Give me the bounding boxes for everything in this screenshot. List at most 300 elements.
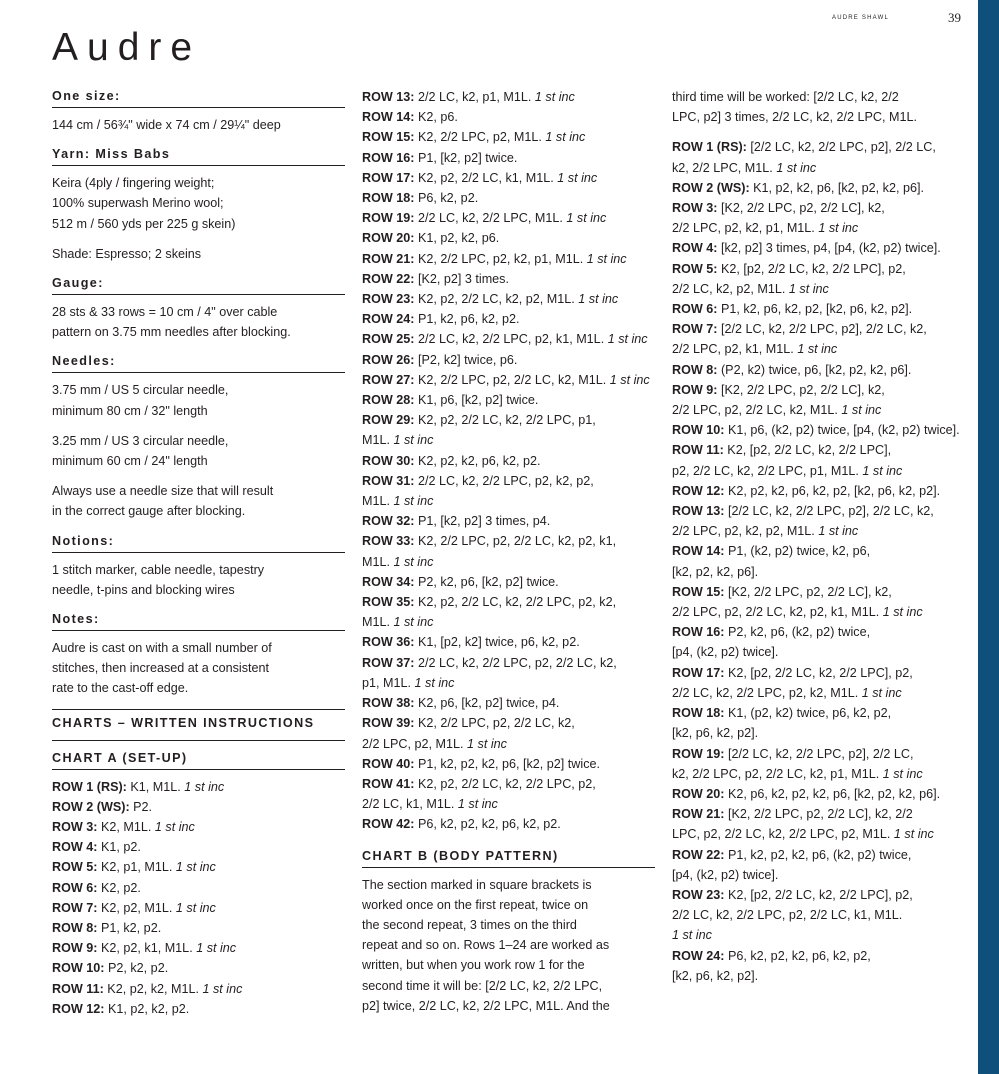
needle-line: Always use a needle size that will result xyxy=(52,484,274,499)
pattern-row xyxy=(672,541,966,581)
pattern-row xyxy=(52,898,345,918)
row-instruction: LPC, p2, 2/2 LC, k2, 2/2 LPC, p2, M1L. xyxy=(672,827,894,842)
row-instruction: M1L. xyxy=(362,433,394,448)
row-instruction: 2/2 LPC, p2, k2, p2, M1L. xyxy=(672,524,819,539)
column-2 xyxy=(362,87,655,1026)
row-instruction: 2/2 LC, k2, 2/2 LPC, p2, k1, M1L. xyxy=(414,332,608,347)
row-label: ROW 22: xyxy=(362,271,415,286)
row-label: ROW 16: xyxy=(362,150,415,165)
row-label: ROW 11: xyxy=(52,981,104,996)
pattern-row xyxy=(672,501,966,541)
gauge-line: pattern on 3.75 mm needles after blocking. xyxy=(52,325,291,340)
yarn-line: Keira (4ply / fingering weight; xyxy=(52,176,215,191)
stitch-increase-note: 1 st inc xyxy=(882,766,923,781)
row-instruction: K2, p2, k2, p6, k2, p2, [k2, p6, k2, p2]. xyxy=(724,483,941,498)
chart-a-rows xyxy=(52,777,345,1019)
row-instruction: M1L. xyxy=(362,554,394,569)
pattern-row xyxy=(52,797,345,817)
row-instruction: 2/2 LC, k2, 2/2 LPC, p2, k2, M1L. xyxy=(672,685,862,700)
intro-line: the second repeat, 3 times on the third xyxy=(362,917,577,932)
needle-line: in the correct gauge after blocking. xyxy=(52,504,246,519)
charts-written-instructions-heading: CHARTS – WRITTEN INSTRUCTIONS xyxy=(52,709,345,734)
row-instruction: K2, [p2, 2/2 LC, k2, 2/2 LPC], p2, xyxy=(724,665,913,680)
stitch-increase-note: 1 st inc xyxy=(566,211,607,226)
pattern-row xyxy=(672,319,966,359)
row-instruction: P2. xyxy=(129,799,153,814)
row-instruction: P1, k2, p2, k2, p6, (k2, p2) twice, xyxy=(724,847,912,862)
row-instruction: p1, M1L. xyxy=(362,675,415,690)
row-instruction: P1, k2, p2. xyxy=(97,921,162,936)
page-edge-color-bar xyxy=(978,0,999,1074)
row-instruction: k2, 2/2 LPC, M1L. xyxy=(672,160,777,175)
notions-text xyxy=(52,560,345,600)
pattern-row xyxy=(52,979,345,999)
pattern-title: Audre xyxy=(52,26,202,69)
row-instruction: 2/2 LC, k2, p1, M1L. xyxy=(414,90,535,104)
stitch-increase-note: 1 st inc xyxy=(818,524,859,539)
row-instruction: [k2, p6, k2, p2]. xyxy=(672,726,759,741)
pattern-row xyxy=(672,481,966,501)
row-instruction: K2, M1L. xyxy=(97,820,155,835)
row-label: ROW 37: xyxy=(362,655,415,670)
row-instruction: K1, p6, [k2, p2] twice. xyxy=(414,393,539,408)
pattern-row xyxy=(362,87,655,107)
row-instruction: 2/2 LC, k2, 2/2 LPC, p2, 2/2 LC, k2, xyxy=(414,655,617,670)
row-label: ROW 29: xyxy=(362,413,415,428)
row-label: ROW 9: xyxy=(52,941,98,956)
row-instruction: K2, p2, k2, p6, k2, p2. xyxy=(414,453,541,468)
pattern-row xyxy=(362,309,655,329)
pattern-row xyxy=(362,693,655,713)
chart-b-heading: CHART B (BODY PATTERN) xyxy=(362,847,655,868)
row-label: ROW 21: xyxy=(672,807,725,822)
row-label: ROW 40: xyxy=(362,756,415,771)
stitch-increase-note: 1 st inc xyxy=(393,433,434,448)
pattern-row xyxy=(672,380,966,420)
pattern-row xyxy=(362,451,655,471)
yarn-heading: Yarn: Miss Babs xyxy=(52,145,345,166)
row-instruction: K2, p2. xyxy=(97,880,141,895)
row-instruction: K2, p2, k1, M1L. xyxy=(97,941,197,956)
row-label: ROW 7: xyxy=(672,322,718,337)
row-instruction: K1, p2, k2, p2. xyxy=(104,1001,190,1016)
row-instruction: [K2, 2/2 LPC, p2, 2/2 LC], k2, xyxy=(724,584,892,599)
pattern-row xyxy=(672,582,966,622)
pattern-row xyxy=(52,938,345,958)
pattern-row xyxy=(52,777,345,797)
row-label: ROW 33: xyxy=(362,534,415,549)
stitch-increase-note: 1 st inc xyxy=(545,130,586,145)
row-instruction: 2/2 LPC, p2, k1, M1L. xyxy=(672,342,798,357)
row-instruction: P1, [k2, p2] twice. xyxy=(414,150,518,165)
row-label: ROW 1 (RS): xyxy=(672,140,747,155)
row-label: ROW 6: xyxy=(672,302,718,317)
pattern-row xyxy=(672,198,966,238)
pattern-row xyxy=(362,188,655,208)
row-instruction: K2, p2, k2, M1L. xyxy=(103,981,203,996)
row-label: ROW 32: xyxy=(362,514,415,529)
stitch-increase-note: 1 st inc xyxy=(893,827,934,842)
row-label: ROW 15: xyxy=(362,130,415,145)
pattern-row xyxy=(362,713,655,753)
intro-line: worked once on the first repeat, twice on xyxy=(362,897,589,912)
row-label: ROW 13: xyxy=(362,90,415,104)
row-instruction: [K2, 2/2 LPC, p2, 2/2 LC], k2, xyxy=(717,201,885,216)
pattern-row xyxy=(672,703,966,743)
row-instruction: P1, k2, p6, k2, p2, [k2, p6, k2, p2]. xyxy=(717,302,913,317)
row-label: ROW 28: xyxy=(362,393,415,408)
column-1 xyxy=(52,87,345,1019)
row-instruction: [2/2 LC, k2, 2/2 LPC, p2], 2/2 LC, k2, xyxy=(717,322,927,337)
row-instruction: K1, p2, k2, p6. xyxy=(414,231,500,246)
pattern-row xyxy=(672,804,966,844)
intro-line: The section marked in square brackets is xyxy=(362,877,592,892)
row-label: ROW 18: xyxy=(362,191,415,206)
pattern-row xyxy=(362,370,655,390)
row-label: ROW 10: xyxy=(672,423,725,438)
notes-line: stitches, then increased at a consistent xyxy=(52,661,270,676)
row-label: ROW 38: xyxy=(362,696,415,711)
row-instruction: K1, (p2, k2) twice, p6, k2, p2, xyxy=(724,706,892,721)
row-instruction: 2/2 LPC, p2, 2/2 LC, k2, M1L. xyxy=(672,403,842,418)
row-instruction: P1, (k2, p2) twice, k2, p6, xyxy=(724,544,871,559)
row-instruction: p2, 2/2 LC, k2, 2/2 LPC, p1, M1L. xyxy=(672,463,863,478)
row-instruction: K2, [p2, 2/2 LC, k2, 2/2 LPC], p2, xyxy=(717,261,906,276)
pattern-row xyxy=(362,350,655,370)
row-label: ROW 30: xyxy=(362,453,415,468)
row-instruction: P1, [k2, p2] 3 times, p4. xyxy=(414,514,551,529)
row-label: ROW 8: xyxy=(52,921,98,936)
chart-a-heading: CHART A (SET-UP) xyxy=(52,740,345,770)
stitch-increase-note: 1 st inc xyxy=(196,941,237,956)
stitch-increase-note: 1 st inc xyxy=(862,463,903,478)
stitch-increase-note: 1 st inc xyxy=(467,736,507,751)
row-instruction: K1, p2, k2, p6, [k2, p2, k2, p6]. xyxy=(749,180,924,195)
row-instruction: K1, p2. xyxy=(97,840,141,855)
row-label: ROW 19: xyxy=(362,211,415,226)
row-label: ROW 26: xyxy=(362,352,415,367)
row-instruction: K2, 2/2 LPC, p2, M1L. xyxy=(414,130,546,145)
row-label: ROW 5: xyxy=(672,261,718,276)
notes-line: Audre is cast on with a small number of xyxy=(52,641,272,656)
pattern-row xyxy=(52,918,345,938)
row-label: ROW 12: xyxy=(672,483,725,498)
notes-heading: Notes: xyxy=(52,610,345,631)
stitch-increase-note: 1 st inc xyxy=(557,170,598,185)
yarn-shade: Shade: Espresso; 2 skeins xyxy=(52,246,202,261)
row-label: ROW 19: xyxy=(672,746,725,761)
row-label: ROW 5: xyxy=(52,860,98,875)
pattern-row xyxy=(362,107,655,127)
row-instruction: P2, k2, p2. xyxy=(104,961,169,976)
pattern-row xyxy=(362,329,655,349)
chart-b-intro xyxy=(362,875,655,1016)
stitch-increase-note: 1 st inc xyxy=(788,281,829,296)
pattern-row xyxy=(672,885,966,946)
pattern-row xyxy=(52,999,345,1019)
row-label: ROW 41: xyxy=(362,776,415,791)
pattern-row xyxy=(672,360,966,380)
stitch-increase-note: 1 st inc xyxy=(184,779,225,794)
pattern-row xyxy=(362,208,655,228)
pattern-row xyxy=(672,622,966,662)
stitch-increase-note: 1 st inc xyxy=(414,675,455,690)
stitch-increase-note: 1 st inc xyxy=(457,797,498,812)
intro-line: LPC, p2] 3 times, 2/2 LC, k2, 2/2 LPC, M1L. xyxy=(672,110,917,125)
one-size-text: 144 cm / 56¾" wide x 74 cm / 29¼" deep xyxy=(52,118,281,132)
stitch-increase-note: 1 st inc xyxy=(841,403,882,418)
stitch-increase-note: 1 st inc xyxy=(393,494,434,509)
row-label: ROW 18: xyxy=(672,706,725,721)
row-instruction: K2, p2, 2/2 LC, k2, 2/2 LPC, p1, xyxy=(414,413,596,428)
stitch-increase-note: 1 st inc xyxy=(797,342,838,357)
row-instruction: [k2, p2, k2, p6]. xyxy=(672,564,759,579)
gauge-text xyxy=(52,302,345,342)
row-label: ROW 1 (RS): xyxy=(52,779,127,794)
column-3 xyxy=(672,87,966,986)
stitch-increase-note: 1 st inc xyxy=(882,605,923,620)
row-label: ROW 8: xyxy=(672,362,718,377)
intro-line: third time will be worked: [2/2 LC, k2, 2/2 xyxy=(672,90,899,104)
pattern-row xyxy=(52,878,345,898)
pattern-row xyxy=(362,572,655,592)
pattern-row xyxy=(362,249,655,269)
row-label: ROW 15: xyxy=(672,584,725,599)
notions-line: needle, t-pins and blocking wires xyxy=(52,582,235,597)
row-instruction: [2/2 LC, k2, 2/2 LPC, p2], 2/2 LC, k2, xyxy=(724,504,934,519)
row-instruction: P1, k2, p2, k2, p6, [k2, p2] twice. xyxy=(414,756,600,771)
row-instruction: K1, [p2, k2] twice, p6, k2, p2. xyxy=(414,635,580,650)
row-instruction: K2, p2, 2/2 LC, k1, M1L. xyxy=(414,170,558,185)
row-label: ROW 23: xyxy=(362,292,415,307)
row-label: ROW 4: xyxy=(672,241,718,256)
needle-paragraph xyxy=(52,380,345,420)
row-instruction: P6, k2, p2. xyxy=(414,191,479,206)
row-label: ROW 16: xyxy=(672,625,725,640)
stitch-increase-note: 1 st inc xyxy=(154,820,195,835)
stitch-increase-note: 1 st inc xyxy=(393,615,434,630)
needle-line: minimum 60 cm / 24" length xyxy=(52,454,208,469)
row-label: ROW 14: xyxy=(672,544,725,559)
pattern-row xyxy=(672,259,966,299)
yarn-description xyxy=(52,173,345,234)
chart-b-intro-continued xyxy=(672,87,966,127)
row-instruction: [P2, k2] twice, p6. xyxy=(414,352,518,367)
row-instruction: K2, p1, M1L. xyxy=(97,860,176,875)
pattern-row xyxy=(362,814,655,834)
pattern-row xyxy=(362,390,655,410)
stitch-increase-note: 1 st inc xyxy=(818,221,859,236)
stitch-increase-note: 1 st inc xyxy=(672,928,712,943)
row-instruction: [K2, 2/2 LPC, p2, 2/2 LC], k2, 2/2 xyxy=(724,807,913,822)
row-instruction: [2/2 LC, k2, 2/2 LPC, p2], 2/2 LC, xyxy=(746,140,936,155)
row-instruction: K2, p6, k2, p2, k2, p6, [k2, p2, k2, p6]. xyxy=(724,786,941,801)
row-label: ROW 3: xyxy=(672,201,718,216)
row-instruction: [2/2 LC, k2, 2/2 LPC, p2], 2/2 LC, xyxy=(724,746,914,761)
row-label: ROW 35: xyxy=(362,595,415,610)
stitch-increase-note: 1 st inc xyxy=(175,900,216,915)
row-label: ROW 34: xyxy=(362,574,415,589)
pattern-row xyxy=(362,774,655,814)
row-instruction: K2, p2, 2/2 LC, k2, 2/2 LPC, p2, k2, xyxy=(414,595,617,610)
row-label: ROW 21: xyxy=(362,251,415,266)
row-instruction: P6, k2, p2, k2, p6, k2, p2. xyxy=(414,817,561,832)
pattern-row xyxy=(672,663,966,703)
row-label: ROW 39: xyxy=(362,716,415,731)
row-instruction: K2, [p2, 2/2 LC, k2, 2/2 LPC], p2, xyxy=(724,887,913,902)
row-label: ROW 2 (WS): xyxy=(672,180,750,195)
row-instruction: P2, k2, p6, (k2, p2) twice, xyxy=(724,625,871,640)
row-instruction: P1, k2, p6, k2, p2. xyxy=(414,312,520,327)
gauge-line: 28 sts & 33 rows = 10 cm / 4" over cable xyxy=(52,305,278,320)
pattern-row xyxy=(672,440,966,480)
needle-paragraph xyxy=(52,481,345,521)
row-instruction: K2, 2/2 LPC, p2, 2/2 LC, k2, xyxy=(414,716,575,731)
row-instruction: K2, p2, M1L. xyxy=(97,900,176,915)
intro-line: p2] twice, 2/2 LC, k2, 2/2 LPC, M1L. And the xyxy=(362,998,610,1013)
row-label: ROW 11: xyxy=(672,443,724,458)
row-label: ROW 36: xyxy=(362,635,415,650)
row-label: ROW 22: xyxy=(672,847,725,862)
row-label: ROW 20: xyxy=(672,786,725,801)
row-instruction: P2, k2, p6, [k2, p2] twice. xyxy=(414,574,559,589)
pattern-row xyxy=(672,744,966,784)
row-instruction: K2, p2, 2/2 LC, k2, 2/2 LPC, p2, xyxy=(414,776,596,791)
row-label: ROW 6: xyxy=(52,880,98,895)
pattern-row xyxy=(362,471,655,511)
pattern-row xyxy=(672,137,966,177)
yarn-line: 100% superwash Merino wool; xyxy=(52,196,224,211)
row-instruction: 2/2 LPC, p2, M1L. xyxy=(362,736,468,751)
row-instruction: K2, p2, 2/2 LC, k2, p2, M1L. xyxy=(414,292,579,307)
row-label: ROW 14: xyxy=(362,110,415,125)
row-label: ROW 25: xyxy=(362,332,415,347)
row-instruction: [p4, (k2, p2) twice]. xyxy=(672,645,779,660)
pattern-row xyxy=(362,148,655,168)
notions-line: 1 stitch marker, cable needle, tapestry xyxy=(52,562,265,577)
row-instruction: K2, 2/2 LPC, p2, k2, p1, M1L. xyxy=(414,251,587,266)
stitch-increase-note: 1 st inc xyxy=(861,685,902,700)
row-label: ROW 27: xyxy=(362,372,415,387)
row-instruction: K2, 2/2 LPC, p2, 2/2 LC, k2, p2, k1, xyxy=(414,534,617,549)
row-instruction: K1, M1L. xyxy=(126,779,185,794)
pattern-row xyxy=(672,845,966,885)
needle-paragraph xyxy=(52,431,345,471)
row-label: ROW 13: xyxy=(672,504,725,519)
chart-b-rows xyxy=(672,137,966,986)
needle-line: 3.75 mm / US 5 circular needle, xyxy=(52,383,229,398)
row-instruction: P6, k2, p2, k2, p6, k2, p2, xyxy=(724,948,871,963)
pattern-row xyxy=(362,592,655,632)
pattern-row xyxy=(362,410,655,450)
row-label: ROW 3: xyxy=(52,820,98,835)
row-label: ROW 31: xyxy=(362,473,415,488)
row-instruction: (P2, k2) twice, p6, [k2, p2, k2, p6]. xyxy=(717,362,912,377)
page-number: 39 xyxy=(948,10,961,25)
pattern-row xyxy=(362,754,655,774)
running-head: AUDRE SHAWL xyxy=(832,15,889,21)
row-label: ROW 20: xyxy=(362,231,415,246)
row-instruction: K2, 2/2 LPC, p2, 2/2 LC, k2, M1L. xyxy=(414,372,610,387)
intro-line: written, but when you work row 1 for the xyxy=(362,958,585,973)
row-instruction: 2/2 LC, k1, M1L. xyxy=(362,797,458,812)
pattern-row xyxy=(672,238,966,258)
pattern-row xyxy=(362,228,655,248)
pattern-row xyxy=(52,817,345,837)
row-instruction: 2/2 LC, k2, 2/2 LPC, p2, 2/2 LC, k1, M1L. xyxy=(672,908,903,923)
row-instruction: [k2, p2] 3 times, p4, [p4, (k2, p2) twice]. xyxy=(717,241,941,256)
row-instruction: K1, p6, (k2, p2) twice, [p4, (k2, p2) twice]. xyxy=(724,423,960,438)
stitch-increase-note: 1 st inc xyxy=(393,554,434,569)
row-instruction: 2/2 LC, k2, p2, M1L. xyxy=(672,281,789,296)
row-instruction: [k2, p6, k2, p2]. xyxy=(672,968,759,983)
pattern-row xyxy=(362,632,655,652)
pattern-row xyxy=(362,289,655,309)
row-instruction: [p4, (k2, p2) twice]. xyxy=(672,867,779,882)
row-label: ROW 24: xyxy=(672,948,725,963)
pattern-row xyxy=(362,269,655,289)
row-instruction: 2/2 LPC, p2, k2, p1, M1L. xyxy=(672,221,819,236)
stitch-increase-note: 1 st inc xyxy=(609,372,650,387)
pattern-row xyxy=(672,420,966,440)
intro-line: second time it will be: [2/2 LC, k2, 2/2 LPC, xyxy=(362,978,603,993)
row-instruction: K2, [p2, 2/2 LC, k2, 2/2 LPC], xyxy=(723,443,892,458)
row-label: ROW 2 (WS): xyxy=(52,799,130,814)
chart-a-continued-rows xyxy=(362,87,655,835)
stitch-increase-note: 1 st inc xyxy=(586,251,627,266)
needles-heading: Needles: xyxy=(52,352,345,373)
row-label: ROW 24: xyxy=(362,312,415,327)
notions-heading: Notions: xyxy=(52,532,345,553)
row-instruction: 2/2 LC, k2, 2/2 LPC, p2, k2, p2, xyxy=(414,473,594,488)
pattern-row xyxy=(672,178,966,198)
pattern-row xyxy=(362,653,655,693)
pattern-row xyxy=(362,511,655,531)
row-instruction: K2, p6, [k2, p2] twice, p4. xyxy=(414,696,560,711)
row-instruction: k2, 2/2 LPC, p2, 2/2 LC, k2, p1, M1L. xyxy=(672,766,883,781)
pattern-row xyxy=(362,168,655,188)
stitch-increase-note: 1 st inc xyxy=(607,332,648,347)
stitch-increase-note: 1 st inc xyxy=(175,860,216,875)
notes-line: rate to the cast-off edge. xyxy=(52,681,189,696)
pattern-row xyxy=(52,857,345,877)
pattern-row xyxy=(362,531,655,571)
yarn-line: 512 m / 560 yds per 225 g skein) xyxy=(52,216,236,231)
row-label: ROW 10: xyxy=(52,961,105,976)
row-label: ROW 4: xyxy=(52,840,98,855)
row-instruction: 2/2 LPC, p2, 2/2 LC, k2, p2, k1, M1L. xyxy=(672,605,883,620)
pattern-row xyxy=(52,958,345,978)
row-label: ROW 12: xyxy=(52,1001,105,1016)
pattern-row xyxy=(672,946,966,986)
pattern-row xyxy=(672,299,966,319)
row-instruction: K2, p6. xyxy=(414,110,458,125)
row-label: ROW 23: xyxy=(672,887,725,902)
stitch-increase-note: 1 st inc xyxy=(578,292,619,307)
pattern-row xyxy=(52,837,345,857)
row-instruction: 2/2 LC, k2, 2/2 LPC, M1L. xyxy=(414,211,567,226)
one-size-heading: One size: xyxy=(52,87,345,108)
row-label: ROW 7: xyxy=(52,900,98,915)
row-instruction: [K2, p2] 3 times. xyxy=(414,271,509,286)
row-instruction: [K2, 2/2 LPC, p2, 2/2 LC], k2, xyxy=(717,382,885,397)
pattern-row xyxy=(362,127,655,147)
stitch-increase-note: 1 st inc xyxy=(534,90,575,104)
needle-line: 3.25 mm / US 3 circular needle, xyxy=(52,433,229,448)
row-instruction: M1L. xyxy=(362,494,394,509)
gauge-heading: Gauge: xyxy=(52,274,345,295)
row-label: ROW 42: xyxy=(362,817,415,832)
